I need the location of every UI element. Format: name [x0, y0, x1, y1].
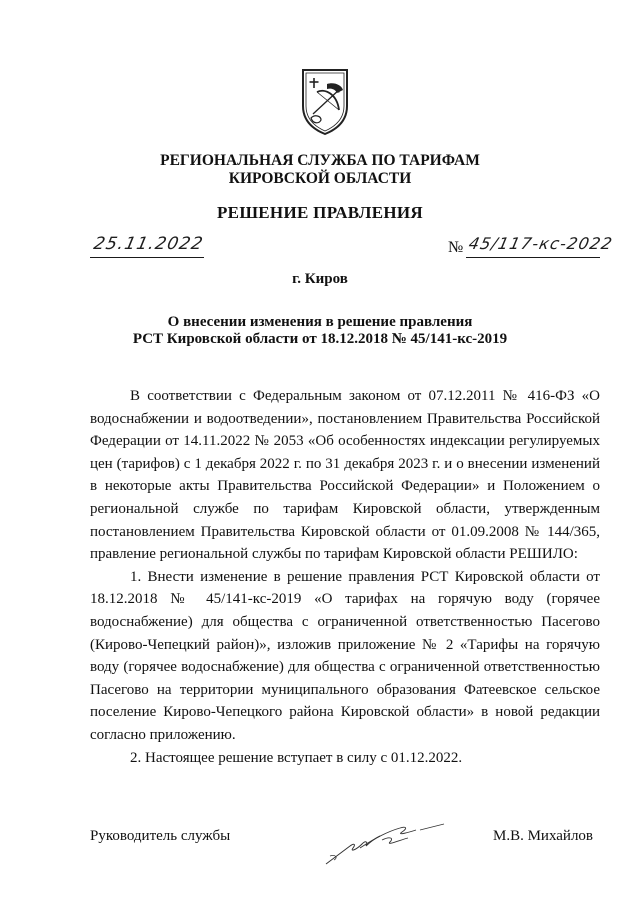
- body-paragraph-item-1: 1. Внести изменение в решение правления РСТ Кировской области от 18.12.2018 № 45/141-кс-2019 «О тарифах на горячую воду (горячее водоснабжение) для общества с ограниченной ответственностью Пасегово (Кирово-Чепецкий район)», изложив приложение № 2 «Тарифы на горячую воду (горячее водоснабжение) для общества с ограниченной ответственностью Пасегово на территории муниципального образования Фатеевское сельское поселение Кирово-Чепецкого района Кировской области» в новой редакции согласно приложению.: [90, 568, 600, 743]
- handwritten-date: 25.11.2022: [91, 234, 206, 254]
- handwritten-signature-icon: [320, 818, 450, 868]
- number-underline: [466, 257, 600, 258]
- subject-line-2: РСТ Кировской области от 18.12.2018 № 45/141-кс-2019: [132, 331, 508, 347]
- document-type-title: РЕШЕНИЕ ПРАВЛЕНИЯ: [217, 203, 423, 222]
- handwritten-document-number: 45/117-кс-2022: [466, 234, 615, 253]
- signatory-position: Руководитель службы: [90, 828, 231, 844]
- body-paragraph-item-2: 2. Настоящее решение вступает в силу с 01.12.2022.: [130, 749, 463, 766]
- coat-of-arms-icon: [297, 66, 353, 136]
- org-title-line-1: РЕГИОНАЛЬНАЯ СЛУЖБА ПО ТАРИФАМ: [160, 152, 480, 169]
- signatory-name: М.В. Михайлов: [493, 828, 594, 844]
- body-paragraph-preamble: В соответствии с Федеральным законом от 07.12.2011 № 416-ФЗ «О водоснабжении и водоотведении», постановлением Правительства Российской Федерации от 14.11.2022 № 2053 «Об особенностях индексации регулируемых цен (тарифов) с 1 декабря 2022 г. по 31 декабря 2023 г. и о внесении изменений в некоторые акты Правительства Российской Федерации» и Положением о региональной службе по тарифам Кировской области, утвержденным постановлением Правительства Кировской области от 01.09.2008 № 144/365, правление региональной службы по тарифам Кировской области РЕШИЛО:: [90, 388, 600, 563]
- org-title-line-2: КИРОВСКОЙ ОБЛАСТИ: [228, 170, 412, 187]
- document-body: [90, 385, 600, 769]
- city-line: г. Киров: [292, 271, 348, 287]
- date-underline: [90, 257, 204, 258]
- subject-line-1: О внесении изменения в решение правления: [167, 314, 473, 330]
- number-sign: №: [448, 239, 464, 256]
